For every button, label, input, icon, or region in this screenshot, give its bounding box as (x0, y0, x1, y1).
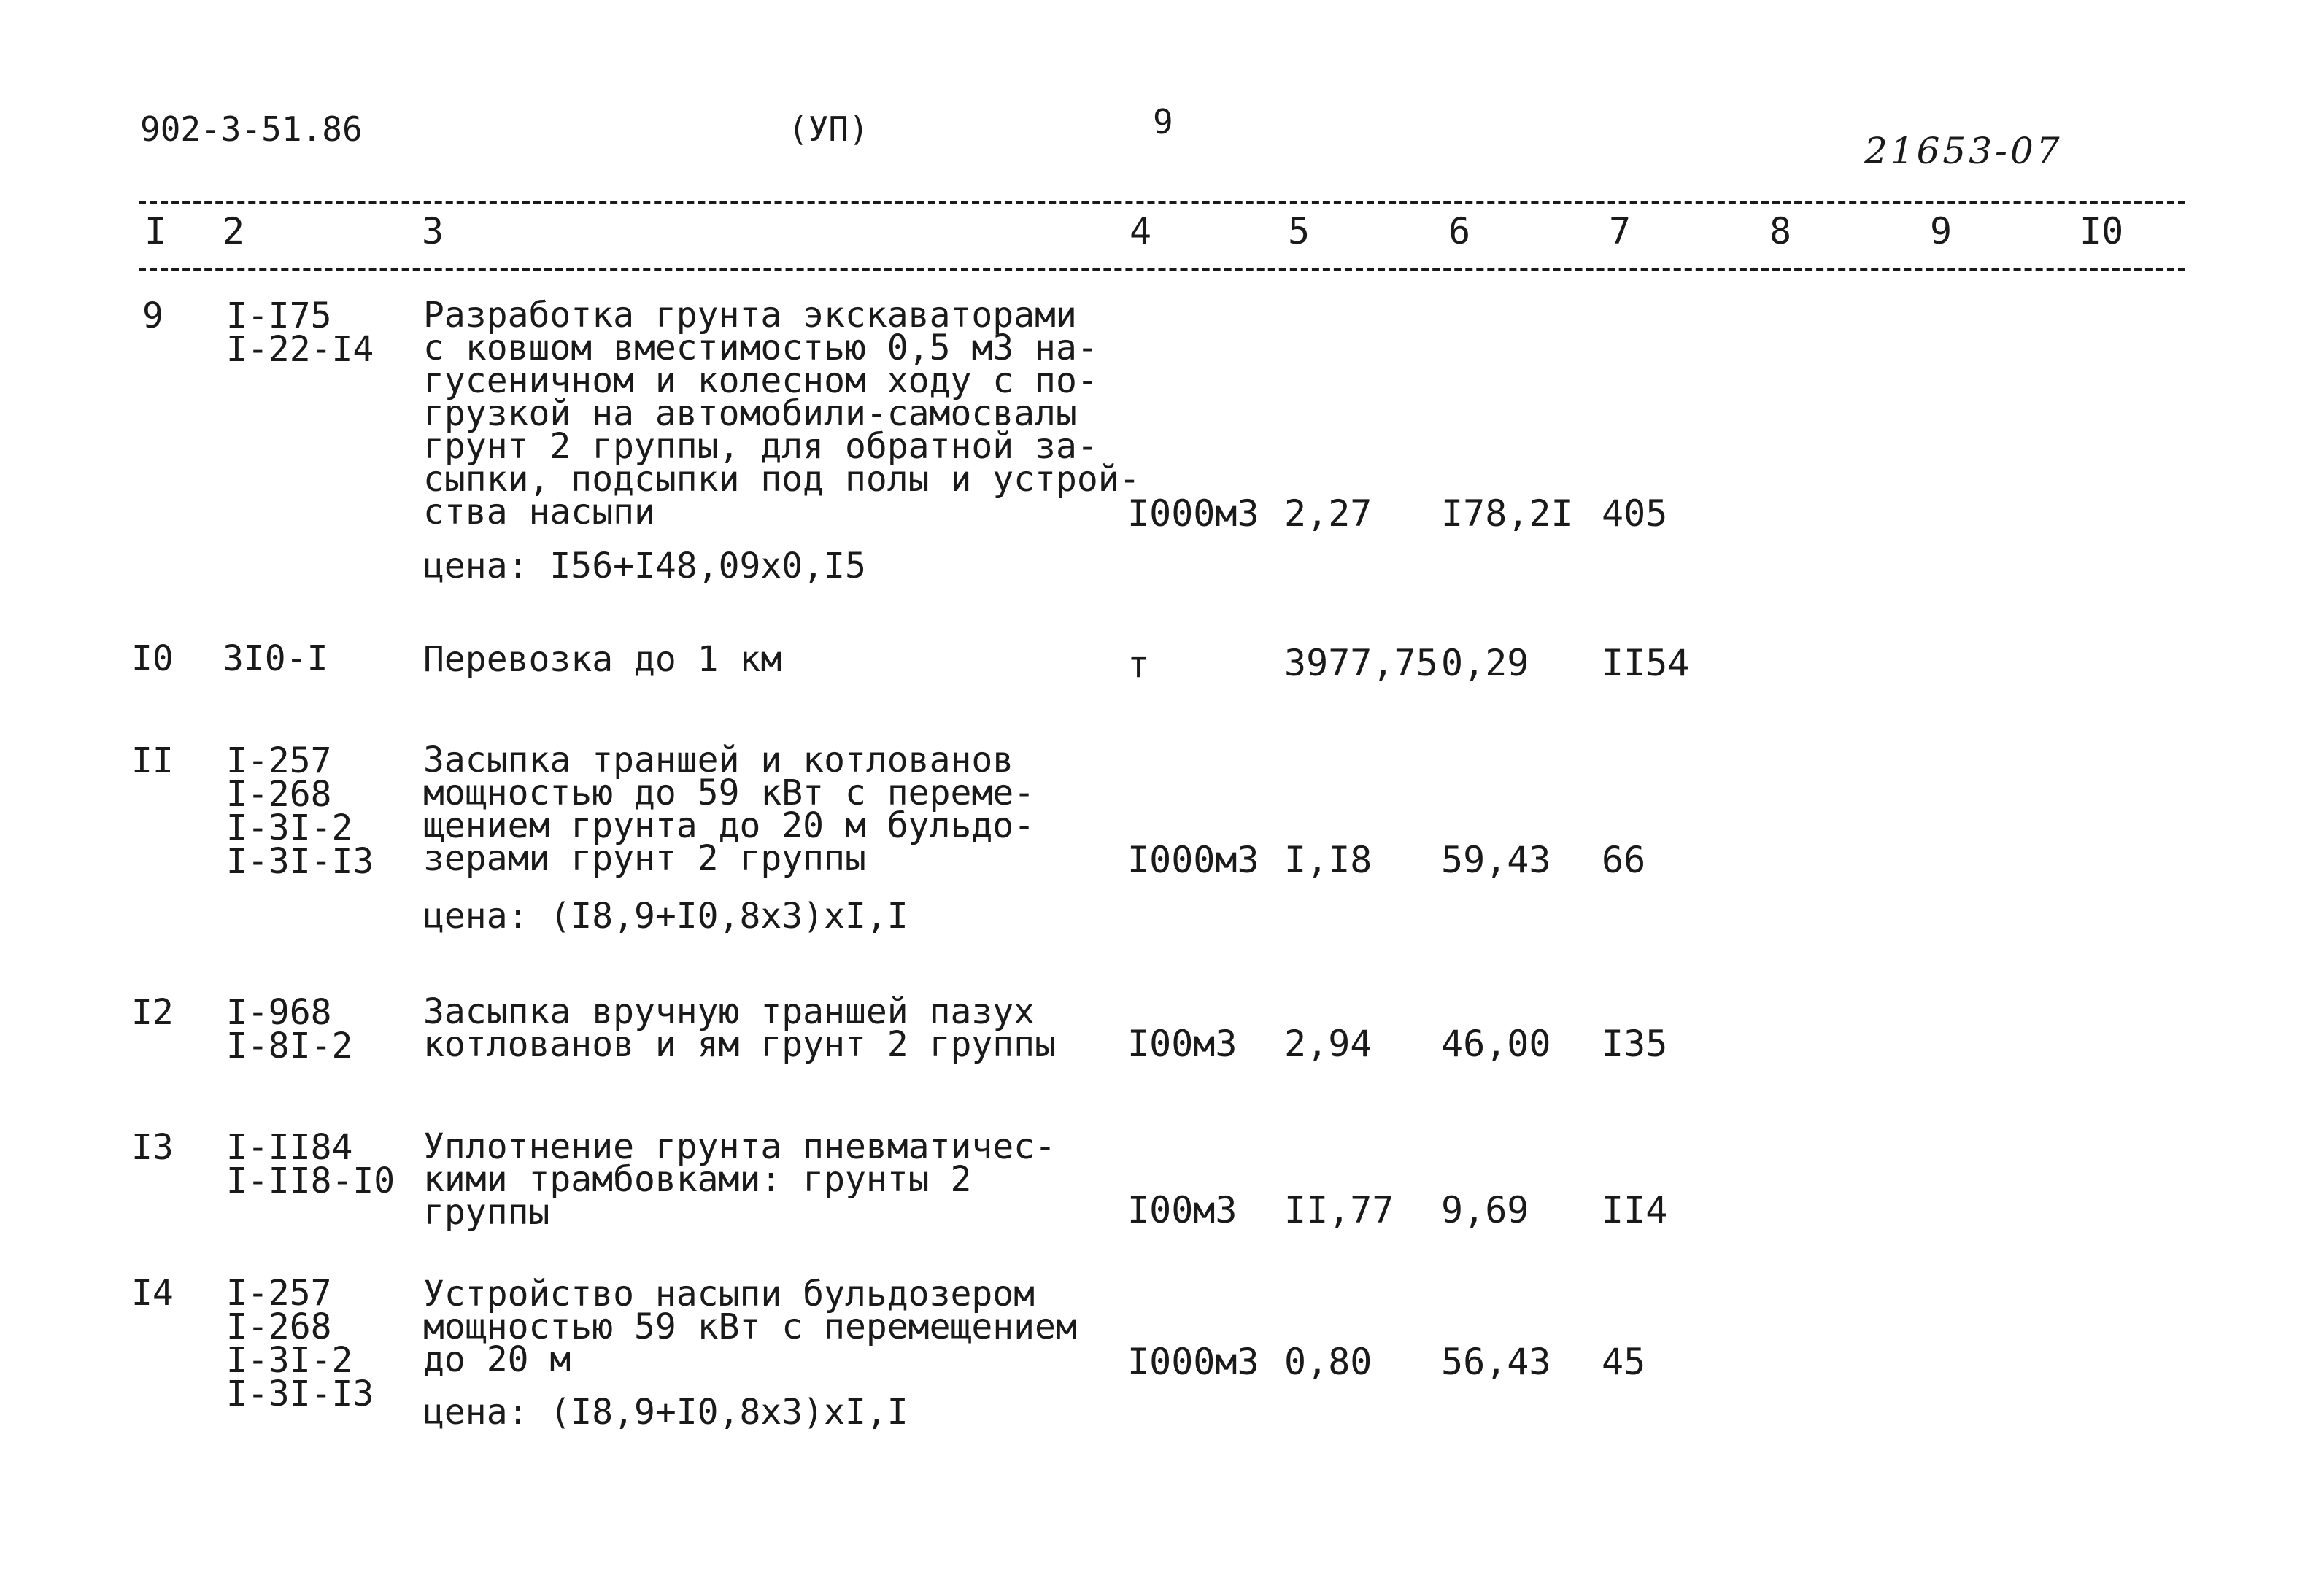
column-number: I0 (2080, 210, 2124, 252)
row-number: I2 (131, 992, 174, 1033)
norm-codes: I-I75 I-22-I4 (226, 295, 374, 370)
norm-codes: I-II84 I-II8-I0 (226, 1127, 395, 1201)
unit-cell: I00м3 (1127, 1189, 1238, 1231)
work-description: Уплотнение грунта пневматичес- кими трамбовками: грунты 2 группы (423, 1126, 1056, 1233)
quantity-cell: 2,94 (1284, 1023, 1372, 1065)
total-cell: 45 (1602, 1341, 1646, 1383)
column-number: 9 (1930, 210, 1953, 252)
column-number: 5 (1288, 210, 1310, 252)
total-cell: 66 (1602, 839, 1646, 881)
quantity-cell: 0,80 (1284, 1341, 1372, 1383)
work-description: Устройство насыпи бульдозером мощностью 59 кВт с перемещением до 20 м (423, 1274, 1077, 1380)
column-number: 7 (1609, 210, 1632, 252)
unit-cell: т (1127, 643, 1150, 686)
price-formula: цена: (I8,9+I0,8х3)хI,I (423, 1392, 908, 1433)
header-bottom-rule (139, 268, 2185, 271)
row-number: I0 (131, 638, 174, 679)
work-description: Разработка грунта экскаваторами с ковшом вместимостью 0,5 м3 на- гусеничном и колесном ходу с по- грузкой на автомобили-самосвалы грунт 2 группы, для обратной за- сыпки, подсыпки под полы и устрой- ства насыпи (423, 295, 1140, 532)
total-cell: II54 (1602, 642, 1690, 684)
work-description: Засыпка вручную траншей пазух котлованов и ям грунт 2 группы (423, 991, 1056, 1065)
quantity-cell: II,77 (1284, 1189, 1394, 1231)
unit-cell: I00м3 (1127, 1023, 1238, 1065)
row-number: I4 (131, 1273, 174, 1314)
unit-cost-cell: I78,2I (1441, 492, 1573, 535)
quantity-cell: 2,27 (1284, 492, 1372, 535)
norm-codes: I-257 I-268 I-3I-2 I-3I-I3 (226, 740, 374, 882)
work-description: Перевозка до 1 км (423, 639, 782, 680)
handwritten-number: 21653-07 (1864, 130, 2063, 172)
norm-codes: I-257 I-268 I-3I-2 I-3I-I3 (226, 1273, 374, 1414)
unit-cost-cell: 46,00 (1441, 1023, 1551, 1065)
unit-cost-cell: 0,29 (1441, 642, 1529, 684)
price-formula: цена: I56+I48,09х0,I5 (423, 546, 866, 586)
total-cell: 405 (1602, 492, 1668, 535)
norm-codes: 3I0-I (223, 638, 328, 679)
column-number: 2 (223, 210, 245, 252)
quantity-cell: 3977,75 (1284, 642, 1438, 684)
column-number: 4 (1130, 210, 1152, 252)
row-number: 9 (142, 295, 163, 336)
document-code: 902-3-51.86 (140, 109, 363, 149)
header-top-rule (139, 201, 2185, 204)
page-number: 9 (1153, 102, 1173, 142)
total-cell: I35 (1602, 1023, 1668, 1065)
quantity-cell: I,I8 (1284, 839, 1372, 881)
price-formula: цена: (I8,9+I0,8х3)хI,I (423, 896, 908, 937)
row-number: II (131, 740, 174, 781)
total-cell: II4 (1602, 1189, 1668, 1231)
unit-cell: I000м3 (1127, 839, 1259, 881)
stage-label: (УП) (788, 109, 869, 149)
row-number: I3 (131, 1127, 174, 1168)
column-number: 6 (1448, 210, 1471, 252)
column-number: 8 (1769, 210, 1792, 252)
unit-cost-cell: 56,43 (1441, 1341, 1551, 1383)
column-number: 3 (422, 210, 444, 252)
unit-cell: I000м3 (1127, 1341, 1259, 1383)
norm-codes: I-968 I-8I-2 (226, 992, 353, 1066)
work-description: Засыпка траншей и котлованов мощностью до 59 кВт с переме- щением грунта до 20 м бульдо- зерами грунт 2 группы (423, 740, 1035, 879)
unit-cost-cell: 59,43 (1441, 839, 1551, 881)
unit-cell: I000м3 (1127, 492, 1259, 535)
unit-cost-cell: 9,69 (1441, 1189, 1529, 1231)
column-number: I (144, 210, 167, 252)
